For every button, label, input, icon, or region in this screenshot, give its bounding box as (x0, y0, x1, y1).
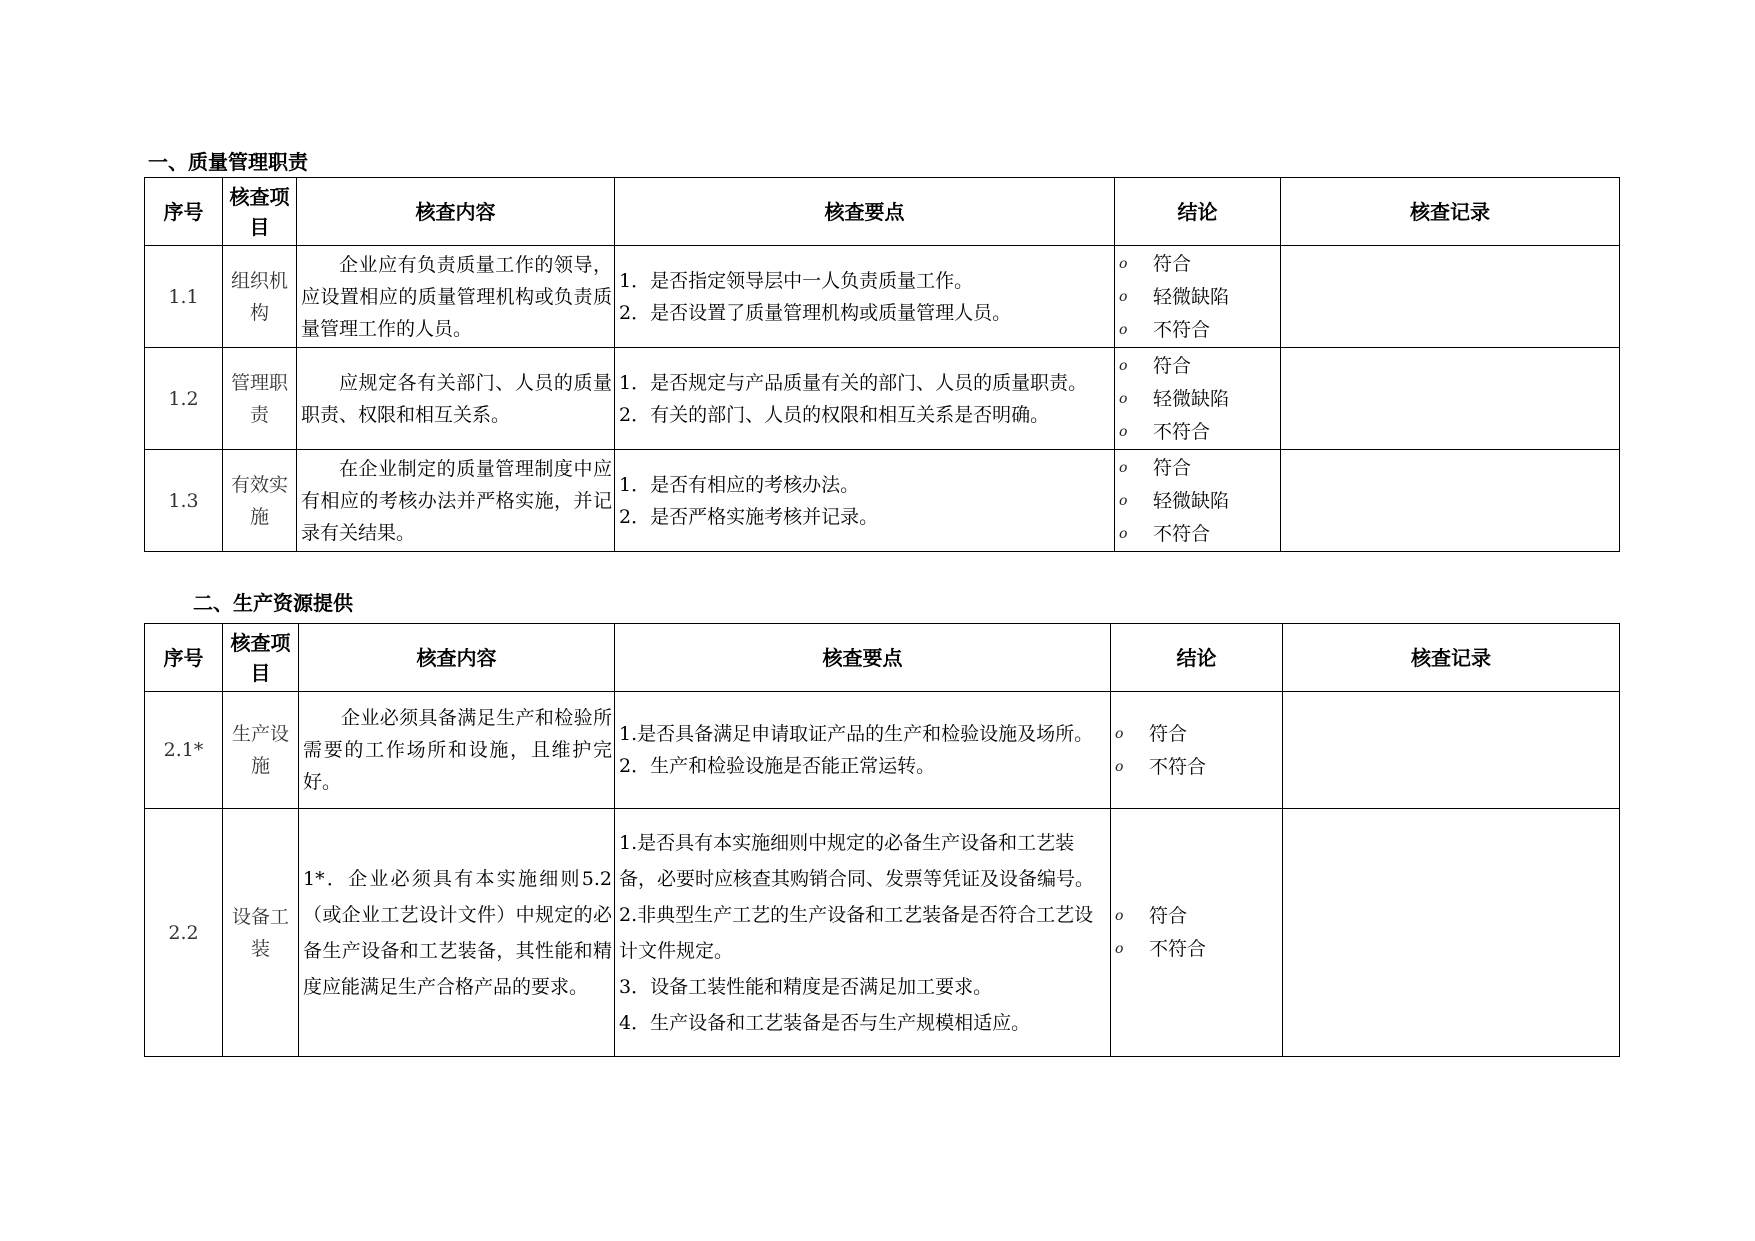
conclusion-label: 符合 (1149, 722, 1188, 745)
circle-icon[interactable]: o (1119, 525, 1128, 542)
check-points (615, 348, 1115, 450)
conclusion-options (1111, 809, 1283, 1057)
circle-icon[interactable]: o (1119, 390, 1128, 407)
item-number: 1.2 (145, 348, 223, 450)
conclusion-option[interactable] (1119, 451, 1280, 484)
check-point: 2.非典型生产工艺的生产设备和工艺装备是否符合工艺设计文件规定。 (619, 903, 1094, 962)
item-number: 1.1 (145, 246, 223, 348)
header-row (145, 178, 1620, 246)
check-points (615, 809, 1111, 1057)
check-item: 有效实施 (223, 450, 297, 552)
header-conclusion: 结论 (1115, 178, 1281, 246)
circle-icon[interactable]: o (1119, 459, 1128, 476)
check-content-text: 企业必须具备满足生产和检验所需要的工作场所和设施，且维护完好。 (303, 707, 612, 793)
check-point: 1．是否有相应的考核办法。 (619, 473, 860, 496)
header-record: 核查记录 (1281, 178, 1620, 246)
conclusion-options (1115, 246, 1281, 348)
circle-icon[interactable]: o (1115, 941, 1124, 957)
check-content-text: 1*．企业必须具有本实施细则5.2（或企业工艺设计文件）中规定的必备生产设备和工艺装备，其性能和精度应能满足生产合格产品的要求。 (303, 867, 612, 998)
check-point: 2．是否严格实施考核并记录。 (619, 505, 879, 528)
table-row (145, 450, 1620, 552)
check-point: 2．是否设置了质量管理机构或质量管理人员。 (619, 301, 1012, 324)
check-content (297, 348, 615, 450)
conclusion-label: 符合 (1153, 354, 1192, 377)
conclusion-label: 不符合 (1149, 755, 1207, 778)
check-content (297, 450, 615, 552)
conclusion-label: 不符合 (1153, 522, 1211, 545)
conclusion-option[interactable] (1115, 750, 1282, 783)
conclusion-label: 轻微缺陷 (1153, 489, 1230, 512)
check-content (299, 809, 615, 1057)
header-content: 核查内容 (297, 178, 615, 246)
header-item: 核查项目 (223, 178, 297, 246)
check-point: 3．设备工装性能和精度是否满足加工要求。 (619, 975, 993, 998)
header-conclusion: 结论 (1111, 624, 1283, 692)
check-points (615, 450, 1115, 552)
check-point: 2．有关的部门、人员的权限和相互关系是否明确。 (619, 403, 1050, 426)
item-number: 2.2 (145, 809, 223, 1057)
check-content-text: 在企业制定的质量管理制度中应有相应的考核办法并严格实施，并记录有关结果。 (301, 457, 612, 544)
check-record[interactable] (1283, 692, 1620, 809)
circle-icon[interactable]: o (1115, 725, 1124, 742)
conclusion-label: 不符合 (1153, 318, 1211, 341)
check-point: 1．是否指定领导层中一人负责质量工作。 (619, 269, 974, 292)
circle-icon[interactable]: o (1119, 255, 1128, 272)
check-content-text: 应规定各有关部门、人员的质量职责、权限和相互关系。 (301, 371, 612, 426)
circle-icon[interactable]: o (1115, 758, 1124, 775)
check-point: 2．生产和检验设施是否能正常运转。 (619, 755, 936, 777)
header-record: 核查记录 (1283, 624, 1620, 692)
conclusion-option[interactable] (1115, 900, 1282, 933)
circle-icon[interactable]: o (1119, 288, 1128, 305)
check-item: 设备工装 (223, 809, 299, 1057)
conclusion-label: 轻微缺陷 (1153, 285, 1230, 308)
table-row (145, 348, 1620, 450)
conclusion-label: 轻微缺陷 (1153, 387, 1230, 410)
conclusion-option[interactable] (1119, 349, 1280, 382)
check-record[interactable] (1283, 809, 1620, 1057)
conclusion-options (1115, 348, 1281, 450)
check-item: 组织机构 (223, 246, 297, 348)
item-number: 2.1* (145, 692, 223, 809)
circle-icon[interactable]: o (1119, 357, 1128, 374)
check-item: 管理职责 (223, 348, 297, 450)
conclusion-option[interactable] (1115, 933, 1282, 966)
conclusion-option[interactable] (1119, 382, 1280, 415)
check-points (615, 246, 1115, 348)
conclusion-label: 符合 (1153, 456, 1192, 479)
conclusion-option[interactable] (1119, 280, 1280, 313)
check-point: 1.是否具有本实施细则中规定的必备生产设备和工艺装备，必要时应核查其购销合同、发票等凭证及设备编号。 (619, 831, 1095, 890)
check-record[interactable] (1281, 246, 1620, 348)
conclusion-options (1115, 450, 1281, 552)
header-no: 序号 (145, 178, 223, 246)
circle-icon[interactable]: o (1115, 908, 1124, 924)
header-points: 核查要点 (615, 624, 1111, 692)
check-record[interactable] (1281, 450, 1620, 552)
table-row (145, 809, 1620, 1057)
conclusion-option[interactable] (1119, 415, 1280, 448)
conclusion-options (1111, 692, 1283, 809)
check-record[interactable] (1281, 348, 1620, 450)
header-row (145, 624, 1620, 692)
conclusion-option[interactable] (1119, 313, 1280, 346)
check-points (615, 692, 1111, 809)
conclusion-label: 符合 (1153, 252, 1192, 275)
check-content (299, 692, 615, 809)
check-point: 4．生产设备和工艺装备是否与生产规模相适应。 (619, 1011, 1031, 1034)
header-item: 核查项目 (223, 624, 299, 692)
section-title-2: 二、生产资源提供 (193, 591, 353, 615)
check-point: 1.是否具备满足申请取证产品的生产和检验设施及场所。 (619, 723, 1094, 745)
conclusion-option[interactable] (1119, 517, 1280, 550)
header-no: 序号 (145, 624, 223, 692)
circle-icon[interactable]: o (1119, 321, 1128, 338)
header-content: 核查内容 (299, 624, 615, 692)
conclusion-label: 不符合 (1153, 420, 1211, 443)
check-point: 1．是否规定与产品质量有关的部门、人员的质量职责。 (619, 371, 1088, 394)
item-number: 1.3 (145, 450, 223, 552)
check-content-text: 企业应有负责质量工作的领导，应设置相应的质量管理机构或负责质量管理工作的人员。 (301, 253, 612, 340)
conclusion-option[interactable] (1115, 717, 1282, 750)
check-content (297, 246, 615, 348)
checklist-table-2 (144, 623, 1620, 1057)
circle-icon[interactable]: o (1119, 423, 1128, 440)
section-title-1: 一、质量管理职责 (148, 150, 308, 174)
checklist-table-1 (144, 177, 1620, 552)
conclusion-option[interactable] (1119, 484, 1280, 517)
circle-icon[interactable]: o (1119, 492, 1128, 509)
header-points: 核查要点 (615, 178, 1115, 246)
table-row (145, 246, 1620, 348)
conclusion-label: 不符合 (1149, 938, 1207, 960)
table-row (145, 692, 1620, 809)
conclusion-label: 符合 (1149, 905, 1188, 927)
conclusion-option[interactable] (1119, 247, 1280, 280)
check-item: 生产设施 (223, 692, 299, 809)
